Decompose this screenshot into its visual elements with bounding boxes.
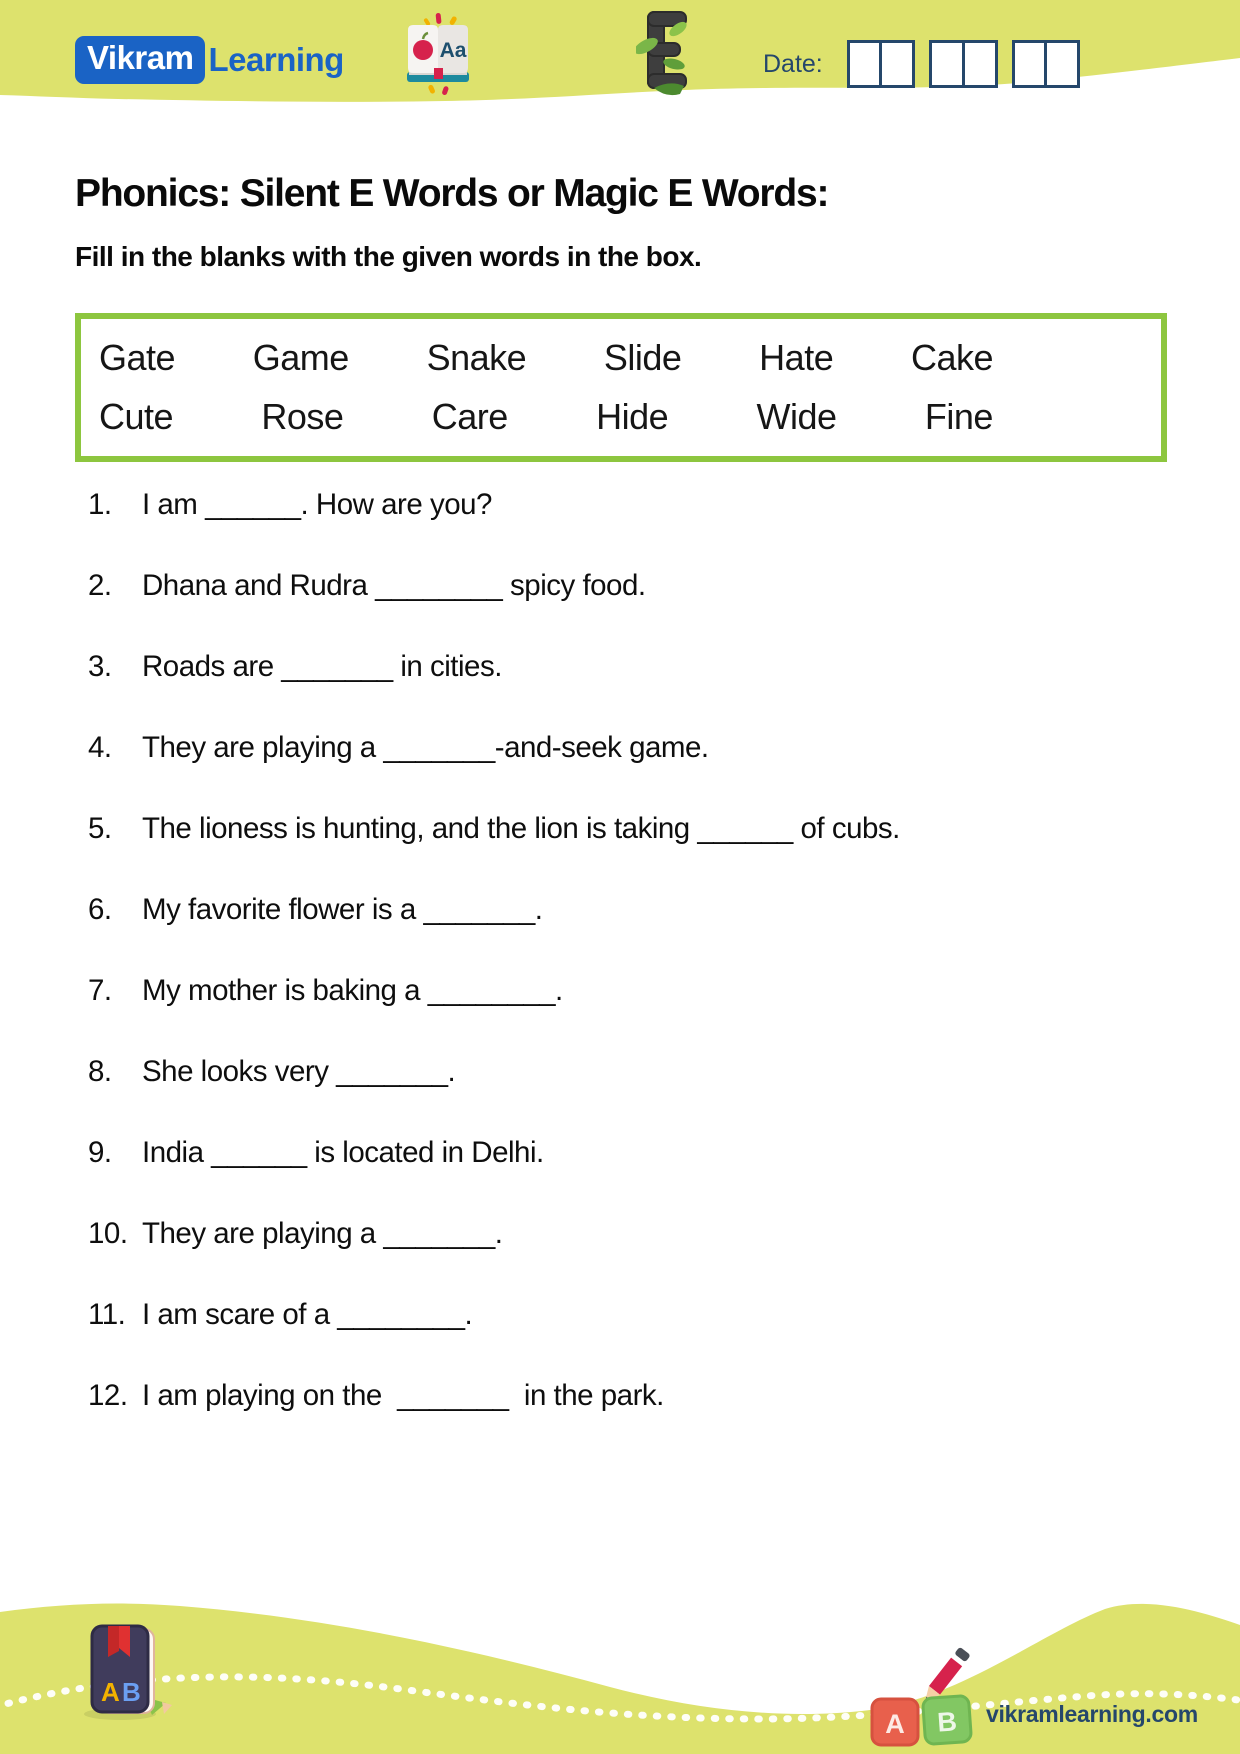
question-item (88, 1135, 1188, 1171)
question-text: They are playing a _______-and-seek game. (142, 731, 709, 764)
date-cell[interactable] (847, 40, 883, 88)
date-group-year (1012, 40, 1081, 88)
word: Rose (261, 396, 344, 438)
date-cell[interactable] (962, 40, 998, 88)
date-boxes (847, 40, 1081, 88)
question-text: My mother is baking a ________. (142, 974, 563, 1007)
word-bank-row (81, 396, 1161, 438)
word: Cake (910, 336, 993, 378)
alphabet-blocks-icon (866, 1645, 984, 1752)
question-text: She looks very _______. (142, 1055, 456, 1088)
question-item (88, 1054, 1188, 1090)
date-cell[interactable] (1044, 40, 1080, 88)
date-area (763, 40, 1080, 88)
question-item (88, 1216, 1188, 1252)
svg-text:B: B (936, 1706, 958, 1738)
eco-letter-e-icon (636, 4, 700, 101)
website-text: vikramlearning.com (986, 1701, 1198, 1727)
word: Gate (99, 336, 176, 378)
question-text: They are playing a _______. (142, 1217, 503, 1250)
word: Game (252, 336, 349, 378)
question-item (88, 568, 1188, 604)
question-text: Roads are _______ in cities. (142, 650, 502, 683)
question-item (88, 1378, 1188, 1414)
svg-text:Aa: Aa (439, 39, 467, 62)
svg-text:A: A (101, 1677, 120, 1707)
question-item (88, 1297, 1188, 1333)
svg-text:B: B (122, 1677, 141, 1707)
question-number: 7. (88, 974, 112, 1007)
question-item (88, 811, 1188, 847)
question-number: 1. (88, 488, 112, 521)
question-number: 6. (88, 893, 112, 926)
question-item (88, 973, 1188, 1009)
question-item (88, 649, 1188, 685)
footer-band (0, 1599, 1240, 1754)
date-group-month (929, 40, 998, 88)
word: Hide (596, 396, 669, 438)
page-title: Phonics: Silent E Words or Magic E Words: (75, 172, 829, 215)
question-item (88, 730, 1188, 766)
word: Hate (759, 336, 834, 378)
question-number: 4. (88, 731, 112, 764)
question-number: 10. (88, 1217, 128, 1250)
question-text: I am scare of a ________. (142, 1298, 473, 1331)
question-list (88, 487, 1188, 1459)
question-number: 3. (88, 650, 112, 683)
date-cell[interactable] (879, 40, 915, 88)
word: Care (431, 396, 508, 438)
word-bank-box (75, 313, 1167, 462)
question-text: The lioness is hunting, and the lion is taking ______ of cubs. (142, 812, 900, 845)
question-item (88, 892, 1188, 928)
question-text: I am ______. How are you? (142, 488, 492, 521)
brand-logo (75, 36, 344, 84)
word: Cute (99, 396, 174, 438)
brand-primary-text: Vikram (75, 36, 205, 84)
word: Fine (924, 396, 993, 438)
brand-secondary-text: Learning (208, 41, 344, 78)
footer-wave-shape (0, 1599, 1240, 1754)
question-text: Dhana and Rudra ________ spicy food. (142, 569, 646, 602)
date-group-day (847, 40, 916, 88)
question-number: 12. (88, 1379, 128, 1412)
date-cell[interactable] (1012, 40, 1048, 88)
question-number: 5. (88, 812, 112, 845)
svg-text:A: A (885, 1709, 905, 1739)
question-text: I am playing on the _______ in the park. (142, 1379, 664, 1412)
question-text: India ______ is located in Delhi. (142, 1136, 544, 1169)
question-number: 2. (88, 569, 112, 602)
instruction-text: Fill in the blanks with the given words in the box. (75, 241, 702, 272)
date-label: Date: (763, 49, 823, 78)
word: Wide (756, 396, 837, 438)
word-bank-row (81, 337, 1161, 379)
word: Slide (603, 336, 682, 378)
question-number: 11. (88, 1298, 126, 1331)
word: Snake (426, 336, 527, 378)
question-number: 9. (88, 1136, 112, 1169)
ab-book-icon (78, 1621, 174, 1726)
open-book-icon (396, 12, 480, 101)
question-item (88, 487, 1188, 523)
question-text: My favorite flower is a _______. (142, 893, 543, 926)
header-band (0, 0, 1240, 115)
question-number: 8. (88, 1055, 112, 1088)
date-cell[interactable] (929, 40, 965, 88)
